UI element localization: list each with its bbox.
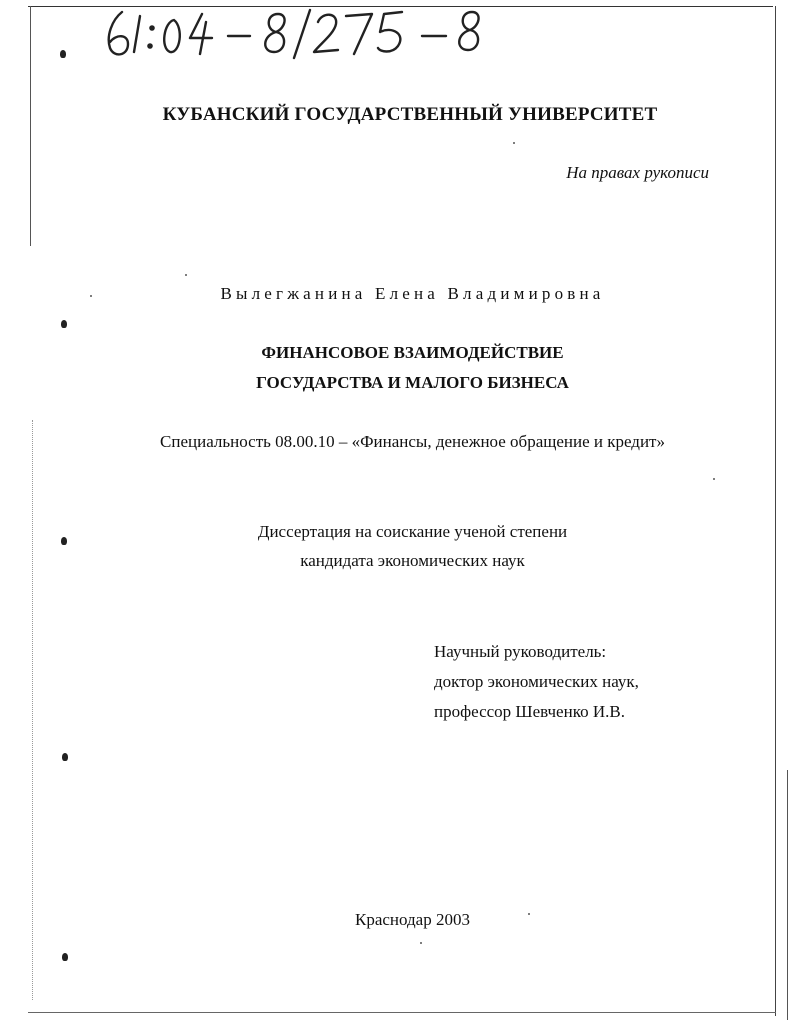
scan-border-bottom <box>28 1012 776 1013</box>
binding-mark <box>61 320 67 328</box>
binding-mark <box>62 753 68 761</box>
dissertation-title-line-1: ФИНАНСОВОЕ ВЗАИМОДЕЙСТВИЕ <box>261 343 564 362</box>
degree-statement-line-1: Диссертация на соискание ученой степени <box>257 522 568 541</box>
university-name: КУБАНСКИЙ ГОСУДАРСТВЕННЫЙ УНИВЕРСИТЕТ <box>162 104 658 125</box>
scan-speck <box>420 942 422 944</box>
city-and-year: Краснодар 2003 <box>355 910 470 929</box>
handwritten-code-drawing <box>100 0 500 64</box>
manuscript-rights-note: На правах рукописи <box>566 163 709 182</box>
advisor-degree: доктор экономических наук, <box>434 672 639 691</box>
degree-statement-line-2: кандидата экономических наук <box>300 551 525 570</box>
binding-mark <box>60 50 66 58</box>
author-name: Вылегжанина Елена Владимировна <box>220 284 605 303</box>
scan-speck <box>713 478 715 480</box>
dissertation-title-line-2: ГОСУДАРСТВА И МАЛОГО БИЗНЕСА <box>256 373 569 392</box>
scan-speck <box>513 142 515 144</box>
scan-border-right <box>775 6 776 1016</box>
binding-mark <box>62 953 68 961</box>
scan-speck <box>185 274 187 276</box>
handwritten-archive-code <box>100 0 500 64</box>
advisor-label: Научный руководитель: <box>434 642 607 661</box>
scan-border-left <box>30 6 31 246</box>
specialty-line: Специальность 08.00.10 – «Финансы, денежное обращение и кредит» <box>160 432 665 451</box>
scan-border-right-outer <box>787 770 788 1020</box>
advisor-name: профессор Шевченко И.В. <box>434 702 625 721</box>
